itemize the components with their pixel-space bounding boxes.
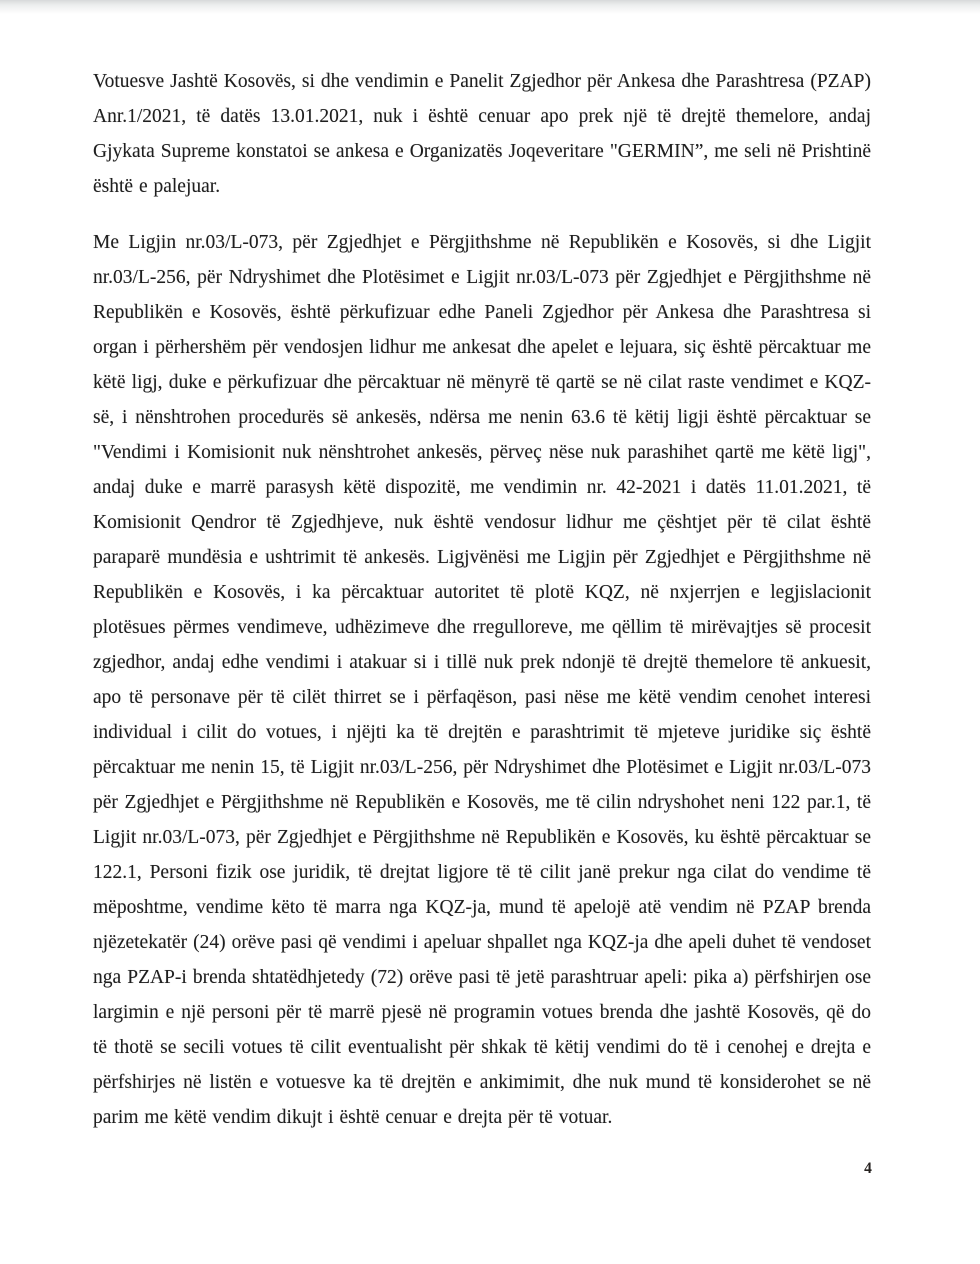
document-page	[93, 64, 871, 1135]
page-top-shadow	[0, 0, 980, 14]
paragraph-court-conclusion: Votuesve Jashtë Kosovës, si dhe vendimin e Panelit Zgjedhor për Ankesa dhe Parashtresa (PZAP) Anr.1/2021, të datës 13.01.2021, nuk i është cenuar apo prek një të drejtë themelore, andaj Gjykata Supreme konstatoi se ankesa e Organizatës Joqeveritare "GERMIN”, me seli në Prishtinë është e palejuar.	[93, 71, 871, 197]
page-number: 4	[864, 1160, 872, 1177]
paragraph-legal-reasoning: Me Ligjin nr.03/L-073, për Zgjedhjet e Përgjithshme në Republikën e Kosovës, si dhe Ligjit nr.03/L-256, për Ndryshimet dhe Plotësimet e Ligjit nr.03/L-073 për Zgjedhjet e Përgjithshme në Republikën e Kosovës, është përkufizuar edhe Paneli Zgjedhor për Ankesa dhe Parashtresa si organ i përhershëm për vendosjen lidhur me ankesat dhe apelet e lejuara, siç është përcaktuar me këtë ligj, duke e përkufizuar dhe përcaktuar në mënyrë të qartë se në cilat raste vendimet e KQZ-së, i nënshtrohen procedurës së ankesës, ndërsa me nenin 63.6 të këtij ligji është përcaktuar se "Vendimi i Komisionit nuk nënshtrohet ankesës, përveç nëse nuk parashihet qartë me këtë ligj", andaj duke e marrë parasysh këtë dispozitë, me vendimin nr. 42-2021 i datës 11.01.2021, të Komisionit Qendror të Zgjedhjeve, nuk është vendosur lidhur me çështjet për të cilat është paraparë mundësia e ushtrimit të ankesës. Ligjvënësi me Ligjin për Zgjedhjet e Përgjithshme në Republikën e Kosovës, i ka përcaktuar autoritet të plotë KQZ, në nxjerrjen e legjislacionit plotësues përmes vendimeve, udhëzimeve dhe rregulloreve, me qëllim të mirëvajtjes së procesit zgjedhor, andaj edhe vendimi i atakuar si i tillë nuk prek ndonjë të drejtë themelore të ankuesit, apo të personave për të cilët thirret se i përfaqëson, pasi nëse me këtë vendim cenohet interesi individual i cilit do votues, i njëjti ka të drejtën e parashtrimit të mjeteve juridike siç është përcaktuar me nenin 15, të Ligjit nr.03/L-256, për Ndryshimet dhe Plotësimet e Ligjit nr.03/L-073 për Zgjedhjet e Përgjithshme në Republikën e Kosovës, me të cilin ndryshohet neni 122 par.1, të Ligjit nr.03/L-073, për Zgjedhjet e Përgjithshme në Republikën e Kosovës, ku është përcaktuar se 122.1, Personi fizik ose juridik, të drejtat ligjore të të cilit janë prekur nga cilat do vendime të mëposhtme, vendime këto të marra nga KQZ-ja, mund të apelojë atë vendim në PZAP brenda njëzetekatër (24) orëve pasi që vendimi i apeluar shpallet nga KQZ-ja dhe apeli duhet të vendoset nga PZAP-i brenda shtatëdhjetedy (72) orëve pasi të jetë parashtruar apeli: pika a) përfshirjen ose largimin e një personi për të marrë pjesë në programin votues brenda dhe jashtë Kosovës, që do të thotë se secili votues të cilit eventualisht për shkak të këtij vendimi do të i cenohej e drejta e përfshirjes në listën e votuesve ka të drejtën e ankimimit, dhe nuk mund të konsiderohet se në parim me këtë vendim dikujt i është cenuar e drejta për të votuar.	[93, 232, 871, 1128]
